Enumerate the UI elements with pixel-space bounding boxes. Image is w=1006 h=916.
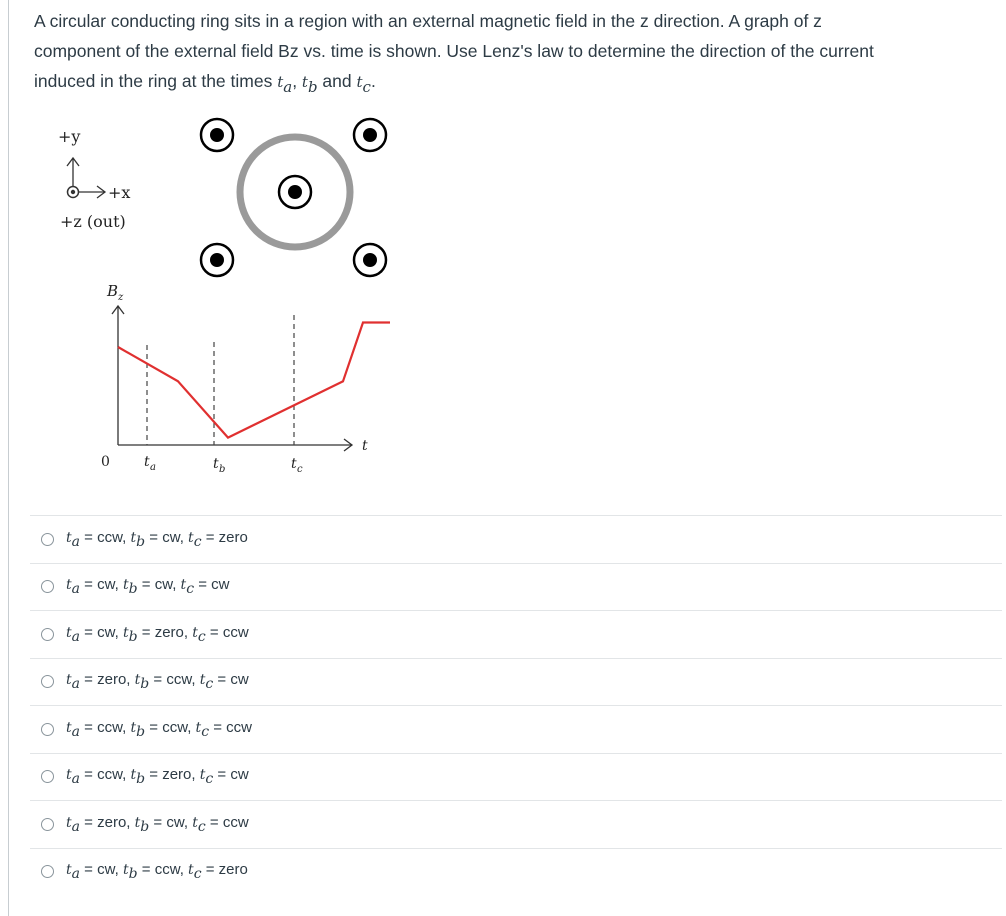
field-out-icon [201, 119, 233, 151]
field-out-icon [201, 244, 233, 276]
t-symbol: t [66, 767, 72, 784]
equals: = [80, 766, 98, 784]
equals: = [213, 671, 231, 689]
t-symbol: t [195, 719, 202, 736]
radio-button[interactable] [41, 675, 54, 688]
sub-a: a [71, 866, 80, 883]
radio-button[interactable] [41, 580, 54, 593]
separator: , [126, 671, 135, 689]
answer-choices [30, 515, 1002, 895]
equals: = [205, 813, 223, 831]
answer-text [66, 576, 229, 597]
tick-ta-sub: a [150, 462, 156, 473]
equals: = [137, 861, 155, 879]
separator: , [191, 671, 200, 689]
sub-c: c [197, 818, 206, 835]
equals: = [213, 766, 231, 784]
equals: = [80, 813, 98, 831]
sub-b: b [136, 723, 146, 740]
equals: = [80, 576, 98, 594]
bz-graph [101, 282, 390, 475]
answer-text [66, 671, 249, 692]
tick-tb-sub: b [219, 464, 226, 475]
question-text [34, 6, 989, 104]
separator: , [126, 813, 135, 831]
axis-z-out-dot [71, 190, 75, 194]
separator: , [122, 718, 131, 736]
t-symbol: t [180, 577, 187, 594]
bz-series-line [118, 323, 390, 438]
radio-button[interactable] [41, 865, 54, 878]
sub-c: c [201, 723, 210, 740]
value-a: cw [97, 861, 115, 879]
separator: , [183, 813, 193, 831]
value-b: ccw [154, 861, 180, 879]
coordinate-axes [58, 127, 130, 231]
t-a-sub: a [283, 77, 293, 96]
sub-a: a [71, 676, 80, 693]
radio-button[interactable] [41, 818, 54, 831]
t-symbol: t [122, 862, 129, 879]
sub-a: a [71, 723, 80, 740]
answer-text [66, 529, 248, 550]
value-a: ccw [97, 766, 123, 784]
field-out-icon [354, 119, 386, 151]
sub-b: b [140, 818, 150, 835]
tick-ta [144, 454, 156, 473]
answer-text [66, 861, 248, 882]
t-symbol: t [192, 624, 198, 641]
axis-x-label: +x [108, 183, 131, 202]
equals: = [145, 718, 163, 736]
t-symbol: t [199, 767, 206, 784]
value-b: cw [166, 813, 184, 831]
t-c-sub: c [362, 77, 371, 96]
sub-a: a [71, 581, 80, 598]
comma-1: , [292, 71, 302, 91]
tick-tb-t: t [213, 456, 219, 472]
answer-option-8[interactable] [30, 848, 1002, 896]
t-symbol: t [66, 624, 72, 641]
t-symbol: t [199, 672, 206, 689]
equals: = [149, 671, 167, 689]
equals: = [145, 766, 163, 784]
value-a: zero [97, 671, 127, 689]
equals: = [209, 718, 227, 736]
sub-c: c [197, 628, 206, 645]
sub-b: b [136, 771, 146, 788]
period: . [370, 71, 376, 91]
value-c: cw [230, 766, 249, 784]
value-c: ccw [222, 813, 249, 831]
separator: , [179, 861, 189, 879]
answer-option-3[interactable] [30, 610, 1002, 658]
tick-tc [291, 456, 303, 475]
sub-b: b [140, 676, 150, 693]
t-symbol: t [134, 672, 141, 689]
and-text: and [317, 71, 357, 91]
equals: = [194, 576, 212, 594]
physics-figure [50, 110, 390, 480]
t-a-symbol: t [277, 73, 284, 91]
equals: = [80, 718, 98, 736]
value-c: cw [230, 671, 249, 689]
separator: , [114, 861, 123, 879]
separator: , [114, 623, 123, 641]
t-symbol: t [188, 862, 194, 879]
t-b-sub: b [307, 77, 318, 96]
tick-ta-t: t [144, 454, 150, 470]
value-c: ccw [222, 623, 249, 641]
sub-a: a [71, 533, 80, 550]
separator: , [122, 528, 131, 546]
graph-y-label: B [107, 282, 119, 300]
separator: , [114, 576, 123, 594]
equals: = [80, 623, 98, 641]
t-symbol: t [66, 529, 72, 546]
radio-button[interactable] [41, 723, 54, 736]
t-symbol: t [122, 577, 129, 594]
t-symbol: t [66, 672, 72, 689]
tick-tb [213, 456, 225, 475]
t-b-symbol: t [301, 73, 308, 91]
value-b: zero [162, 766, 192, 784]
value-c: cw [211, 576, 230, 594]
axis-y-label: +y [58, 127, 81, 146]
value-b: zero [154, 623, 184, 641]
answer-text [66, 814, 249, 835]
equals: = [137, 576, 155, 594]
question-line-2: component of the external field Bz vs. time is shown. Use Lenz's law to determine the direction of the current [34, 41, 874, 61]
equals: = [137, 623, 155, 641]
answer-text [66, 719, 252, 740]
tick-tc-sub: c [297, 464, 303, 475]
sub-a: a [71, 818, 80, 835]
field-out-icon [279, 176, 311, 208]
answer-option-6[interactable] [30, 753, 1002, 801]
sub-b: b [128, 581, 138, 598]
equals: = [80, 528, 98, 546]
value-c: zero [218, 528, 248, 546]
sub-a: a [71, 771, 80, 788]
sub-c: c [205, 676, 214, 693]
question-line-1: A circular conducting ring sits in a region with an external magnetic field in the z direction. A graph of z [34, 11, 822, 31]
answer-text [66, 766, 249, 787]
t-symbol: t [66, 862, 72, 879]
equals: = [201, 861, 219, 879]
question-line-3 [34, 66, 989, 104]
answer-option-7[interactable] [30, 800, 1002, 848]
t-symbol: t [66, 577, 72, 594]
t-symbol: t [66, 814, 72, 831]
answer-option-4[interactable] [30, 658, 1002, 706]
graph-x-label: t [362, 438, 368, 454]
t-symbol: t [122, 624, 129, 641]
question-line-3-text: induced in the ring at the times [34, 71, 278, 91]
sub-c: c [193, 533, 202, 550]
t-c-symbol: t [356, 73, 363, 91]
value-a: cw [97, 623, 115, 641]
equals: = [149, 813, 167, 831]
t-symbol: t [130, 719, 137, 736]
separator: , [122, 766, 131, 784]
axis-z-label: +z (out) [60, 212, 126, 231]
value-b: cw [162, 528, 180, 546]
answer-option-5[interactable] [30, 705, 1002, 753]
value-b: ccw [166, 671, 192, 689]
radio-button[interactable] [41, 770, 54, 783]
equals: = [145, 528, 163, 546]
field-out-icon [354, 244, 386, 276]
graph-y-label-sub: z [118, 292, 124, 303]
sub-a: a [71, 628, 80, 645]
value-a: ccw [97, 528, 123, 546]
t-symbol: t [134, 814, 141, 831]
sub-c: c [186, 581, 195, 598]
left-border [8, 0, 9, 916]
value-b: cw [154, 576, 173, 594]
t-symbol: t [192, 814, 198, 831]
equals: = [80, 861, 98, 879]
separator: , [179, 528, 189, 546]
radio-button[interactable] [41, 628, 54, 641]
sub-b: b [136, 533, 146, 550]
t-symbol: t [188, 529, 194, 546]
t-symbol: t [130, 529, 137, 546]
sub-c: c [193, 866, 202, 883]
value-a: zero [97, 813, 127, 831]
separator: , [172, 576, 181, 594]
separator: , [183, 623, 193, 641]
radio-button[interactable] [41, 533, 54, 546]
separator: , [187, 718, 196, 736]
t-symbol: t [66, 719, 72, 736]
value-b: ccw [162, 718, 188, 736]
value-c: zero [218, 861, 248, 879]
equals: = [201, 528, 219, 546]
tick-tc-t: t [291, 456, 297, 472]
equals: = [80, 671, 98, 689]
t-symbol: t [130, 767, 137, 784]
answer-option-2[interactable] [30, 563, 1002, 611]
sub-b: b [128, 628, 138, 645]
value-a: cw [97, 576, 115, 594]
value-c: ccw [226, 718, 252, 736]
answer-option-1[interactable] [30, 515, 1002, 563]
separator: , [191, 766, 200, 784]
sub-c: c [205, 771, 214, 788]
value-a: ccw [97, 718, 123, 736]
sub-b: b [128, 866, 138, 883]
answer-text [66, 624, 249, 645]
equals: = [205, 623, 223, 641]
origin-label: 0 [101, 454, 110, 470]
